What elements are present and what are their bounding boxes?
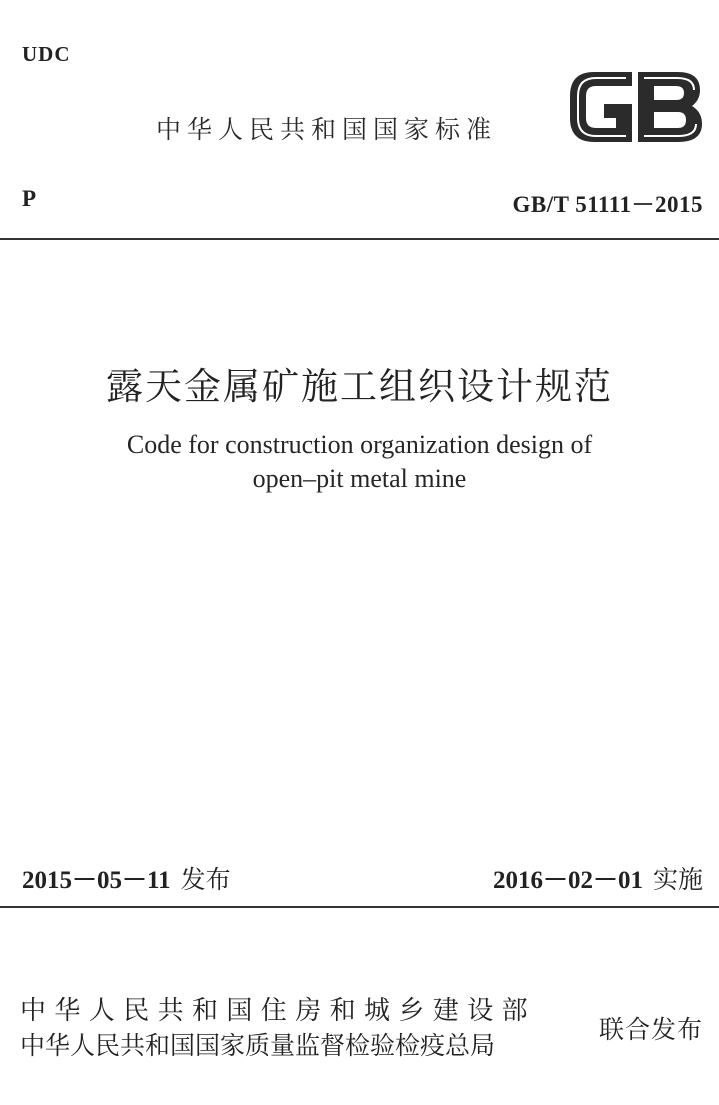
title-chinese: 露天金属矿施工组织设计规范 <box>106 365 613 408</box>
publisher-line-2: 中华人民共和国国家质量监督检验检疫总局 <box>20 1031 496 1060</box>
classification-code: P <box>22 186 37 211</box>
title-english-line-1: Code for construction organization design of <box>126 430 593 459</box>
effective-label: 实施 <box>652 865 703 894</box>
effective-date: 2016－02－01 <box>492 867 643 894</box>
publisher-line-1: 中华人民共和国住房和城乡建设部 <box>20 996 537 1026</box>
jointly-issued-label: 联合发布 <box>598 1015 703 1044</box>
issued-block <box>22 860 231 896</box>
issued-date: 2015－05－11 <box>22 867 171 894</box>
udc-label: UDC <box>22 42 71 66</box>
standard-number: GB/T 51111－2015 <box>512 192 703 217</box>
bottom-divider <box>0 906 719 908</box>
title-english <box>0 428 719 496</box>
title-english-line-2: open–pit metal mine <box>252 464 467 493</box>
issued-label: 发布 <box>180 865 231 894</box>
top-divider <box>0 238 719 240</box>
gb-logo <box>566 68 706 146</box>
effective-block <box>493 860 703 896</box>
national-standard-heading: 中华人民共和国国家标准 <box>156 115 498 144</box>
